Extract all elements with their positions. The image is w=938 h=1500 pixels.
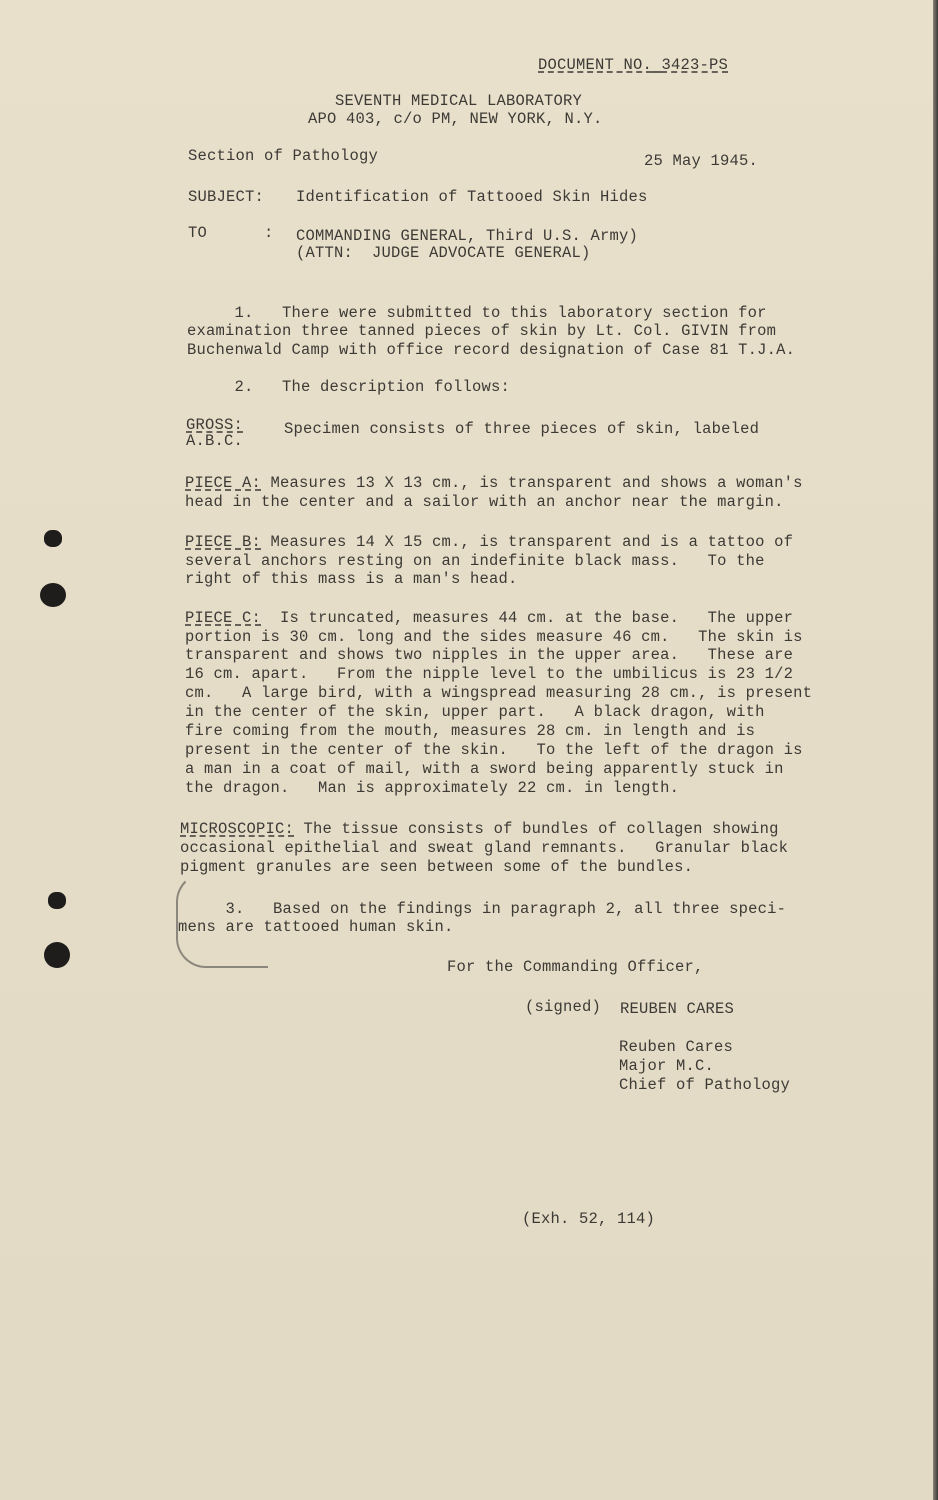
piece-c-line-9: a man in a coat of mail, with a sword being apparently stuck in [185, 760, 784, 778]
signatory-title: Chief of Pathology [619, 1076, 791, 1094]
section-name: Section of Pathology [188, 147, 379, 165]
paragraph-2: 2. The description follows: [187, 378, 511, 396]
signed-name: REUBEN CARES [620, 1000, 735, 1018]
document-date: 25 May 1945. [644, 152, 759, 170]
document-number-value: 3423-PS [661, 56, 729, 74]
piece-c-line-6: in the center of the skin, upper part. A black dragon, with [185, 703, 765, 721]
piece-a-line-2: head in the center and a sailor with an anchor near the margin. [185, 493, 784, 511]
signatory-name: Reuben Cares [619, 1038, 734, 1056]
microscopic-line-1: MICROSCOPIC: The tissue consists of bundles of collagen showing [180, 820, 779, 838]
gross-label: GROSS: [186, 416, 244, 434]
piece-c-line-1: PIECE C: Is truncated, measures 44 cm. at the base. The upper [185, 609, 794, 627]
document-number-label: DOCUMENT NO. [538, 56, 653, 74]
piece-b-label: PIECE B: [185, 533, 262, 551]
organization-address: APO 403, c/o PM, NEW YORK, N.Y. [308, 110, 603, 128]
punch-hole [48, 892, 66, 909]
paragraph-1-line-1: 1. There were submitted to this laboratory section for [187, 304, 767, 322]
piece-b-line-2: several anchors resting on an indefinite black mass. To the [185, 552, 765, 570]
subject-label: SUBJECT: [188, 188, 265, 206]
to-line-2: (ATTN: JUDGE ADVOCATE GENERAL) [296, 244, 591, 262]
microscopic-line-2: occasional epithelial and sweat gland remnants. Granular black [180, 839, 789, 857]
to-line-1: COMMANDING GENERAL, Third U.S. Army) [296, 227, 639, 245]
to-label: TO : [188, 224, 274, 242]
punch-hole [44, 942, 70, 968]
signed-label: (signed) [525, 998, 602, 1016]
document-number [538, 56, 728, 75]
punch-hole [44, 530, 62, 547]
signatory-rank: Major M.C. [619, 1057, 715, 1075]
paragraph-1-line-2: examination three tanned pieces of skin by Lt. Col. GIVIN from [187, 322, 777, 340]
piece-b-line-3: right of this mass is a man's head. [185, 570, 518, 588]
exhibit-reference: (Exh. 52, 114) [522, 1210, 656, 1228]
piece-a-line-1: PIECE A: Measures 13 X 13 cm., is transparent and shows a woman's [185, 474, 803, 492]
page-edge-shadow [933, 0, 938, 1500]
piece-c-line-7: fire coming from the mouth, measures 28 cm. in length and is [185, 722, 756, 740]
piece-c-line-8: present in the center of the skin. To the left of the dragon is [185, 741, 803, 759]
gross-text: Specimen consists of three pieces of skin, labeled [284, 420, 760, 438]
piece-c-line-2: portion is 30 cm. long and the sides measure 46 cm. The skin is [185, 628, 803, 646]
piece-c-label: PIECE C: [185, 609, 262, 627]
piece-a-label: PIECE A: [185, 474, 262, 492]
paragraph-3-line-1: 3. Based on the findings in paragraph 2, all three speci- [178, 900, 787, 918]
punch-hole [40, 583, 66, 607]
microscopic-line-3: pigment granules are seen between some of the bundles. [180, 858, 694, 876]
organization-name: SEVENTH MEDICAL LABORATORY [335, 92, 583, 110]
piece-c-line-10: the dragon. Man is approximately 22 cm. in length. [185, 779, 680, 797]
microscopic-label: MICROSCOPIC: [180, 820, 295, 838]
piece-c-line-5: cm. A large bird, with a wingspread measuring 28 cm., is present [185, 684, 813, 702]
gross-labels-abc: A.B.C. [186, 432, 244, 450]
piece-c-line-4: 16 cm. apart. From the nipple level to the umbilicus is 23 1/2 [185, 665, 794, 683]
paragraph-3-line-2: mens are tattooed human skin. [178, 918, 454, 936]
piece-b-line-1: PIECE B: Measures 14 X 15 cm., is transparent and is a tattoo of [185, 533, 794, 551]
piece-c-line-3: transparent and shows two nipples in the upper area. These are [185, 646, 794, 664]
closing-line: For the Commanding Officer, [447, 958, 704, 976]
subject-text: Identification of Tattooed Skin Hides [296, 188, 648, 206]
paragraph-1-line-3: Buchenwald Camp with office record designation of Case 81 T.J.A. [187, 341, 796, 359]
